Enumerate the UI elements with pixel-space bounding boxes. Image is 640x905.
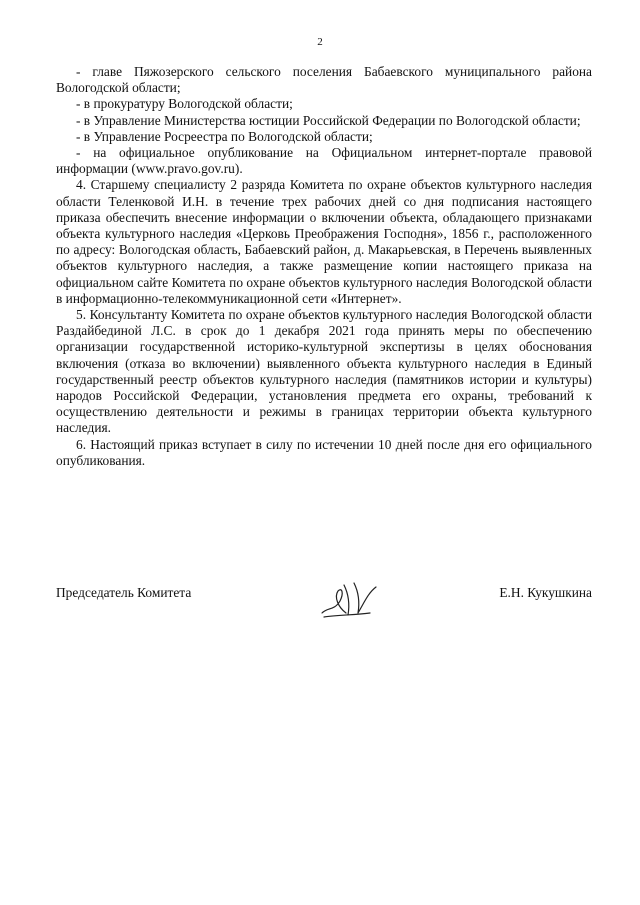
page-number: 2: [317, 36, 323, 48]
signatory-title: Председатель Комитета: [56, 585, 192, 600]
recipient-item: - на официальное опубликование на Официальном интернет-портале правовой информации (www.pravo.gov.ru).: [56, 145, 592, 177]
signatory-name: Е.Н. Кукушкина: [499, 585, 592, 600]
handwritten-signature-icon: [314, 573, 384, 623]
recipient-item: - в Управление Министерства юстиции Российской Федерации по Вологодской области;: [76, 112, 581, 128]
recipient-item: - главе Пяжозерского сельского поселения Бабаевского муниципального района Вологодской области;: [56, 64, 592, 96]
clause-5: 5. Консультанту Комитета по охране объектов культурного наследия Вологодской области Раздайбединой Л.С. в срок до 1 декабря 2021 года принять меры по обеспечению организации государственной историко-культурной экспертизы в целях обоснования включения (отказа во включении) выявленного объекта культурного наследия в Единый государственный реестр объектов культурного наследия (памятников истории и культуры) народов Российской Федерации, установления предмета его охраны, требований к осуществлению деятельности и режимы в границах территории объекта культурного наследия.: [56, 307, 592, 436]
recipient-item: - в прокуратуру Вологодской области;: [76, 96, 293, 112]
clause-6: 6. Настоящий приказ вступает в силу по истечении 10 дней после дня его официального опубликования.: [56, 436, 592, 468]
clause-4: 4. Старшему специалисту 2 разряда Комитета по охране объектов культурного наследия области Теленковой И.Н. в течение трех рабочих дней со дня подписания настоящего приказа обеспечить внесение информации о включении объекта, обладающего признаками объекта культурного наследия «Церковь Преображения Господня», 1856 г., расположенного по адресу: Вологодская область, Бабаевский район, д. Макарьевская, в Перечень выявленных объектов культурного наследия, а также размещение копии настоящего приказа на официальном сайте Комитета по охране объектов культурного наследия Вологодской области в информационно-телекоммуникационной сети «Интернет».: [56, 177, 592, 306]
signature-block: [56, 585, 592, 625]
document-body: [56, 64, 592, 469]
recipient-item: - в Управление Росреестра по Вологодской области;: [76, 128, 373, 144]
